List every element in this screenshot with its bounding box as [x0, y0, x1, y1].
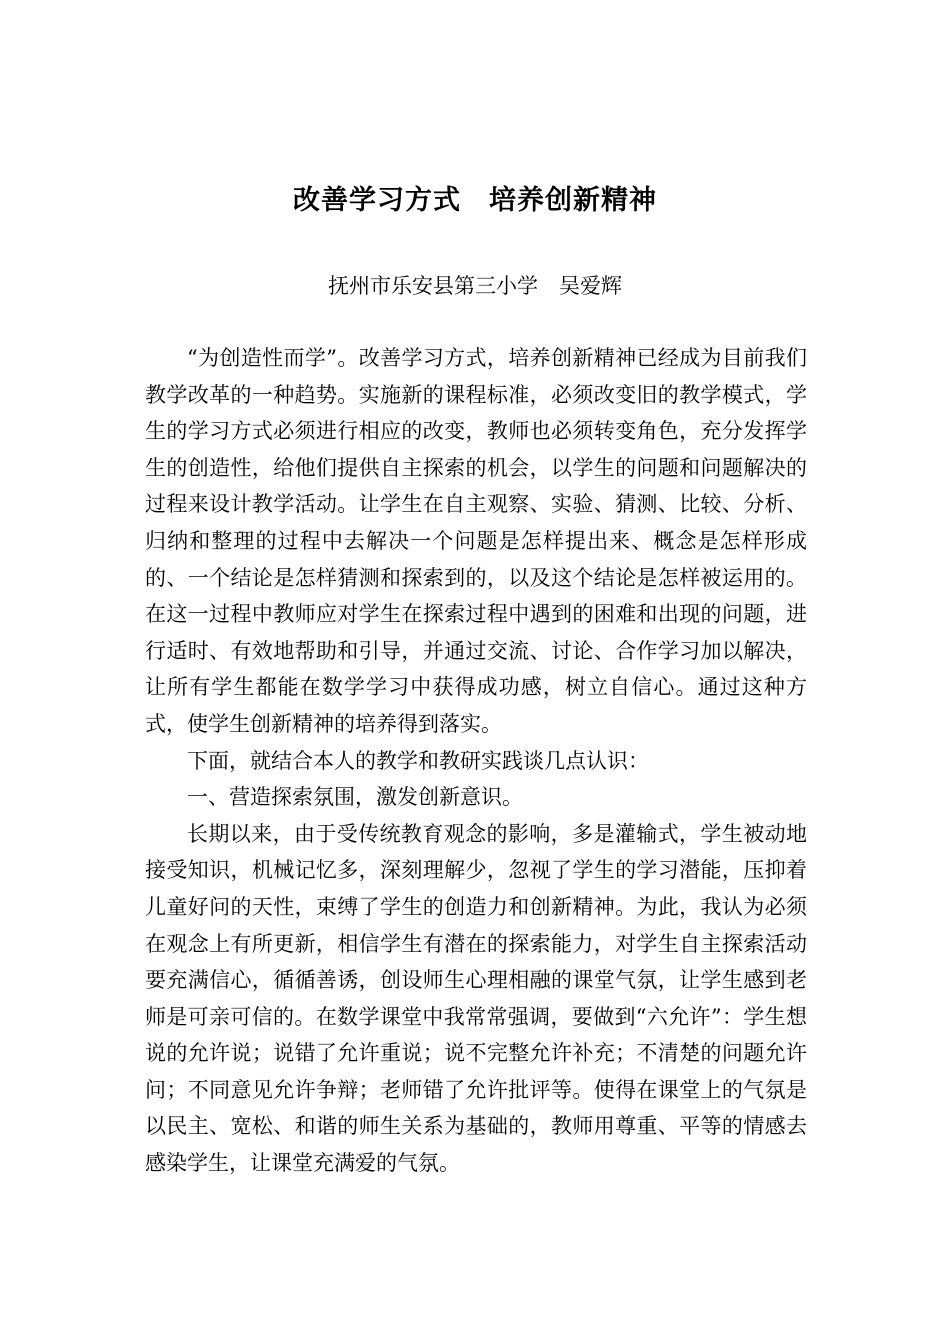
author-line: 抚州市乐安县第三小学 吴爱辉 — [328, 274, 622, 298]
document-title: 改善学习方式 培养创新精神 — [293, 185, 657, 216]
section-heading-1: 一、营造探索氛围，激发创新意识。 — [187, 785, 523, 810]
paragraph-transition: 下面，就结合本人的教学和教研实践谈几点认识： — [187, 748, 649, 773]
paragraph-intro: “为创造性而学”。改善学习方式，培养创新精神已经成为目前我们教学改革的一种趋势。实施新的课程标准，必须改变旧的教学模式，学生的学习方式必须进行相应的改变，教师也必须转变角色，充分发挥学生的创造性，给他们提供自主探索的机会，以学生的问题和问题解决的过程来设计教学活动。让学生在自主观察、实验、猜测、比较、分析、归纳和整理的过程中去解决一个问题是怎样提出来、概念是怎样形成的、一个结论是怎样猜测和探索到的，以及这个结论是怎样被运用的。在这一过程中教师应对学生在探索过程中遇到的困难和出现的问题，进行适时、有效地帮助和引导，并通过交流、讨论、合作学习加以解决，让所有学生都能在数学学习中获得成功感，树立自信心。通过这种方式，使学生创新精神的培养得到落实。 — [145, 346, 807, 736]
paragraph-section-1: 长期以来，由于受传统教育观念的影响，多是灌输式，学生被动地接受知识，机械记忆多，深刻理解少，忽视了学生的学习潜能，压抑着儿童好问的天性，束缚了学生的创造力和创新精神。为此，我认为必须在观念上有所更新，相信学生有潜在的探索能力，对学生自主探索活动要充满信心，循循善诱，创设师生心理相融的课堂气氛，让学生感到老师是可亲可信的。在数学课堂中我常常强调，要做到“六允许”：学生想说的允许说；说错了允许重说；说不完整允许补充；不清楚的问题允许问；不同意见允许争辩；老师错了允许批评等。使得在课堂上的气氛是以民主、宽松、和谐的师生关系为基础的，教师用尊重、平等的情感去感染学生，让课堂充满爱的气氛。 — [145, 821, 807, 1176]
document-body — [145, 340, 807, 1182]
